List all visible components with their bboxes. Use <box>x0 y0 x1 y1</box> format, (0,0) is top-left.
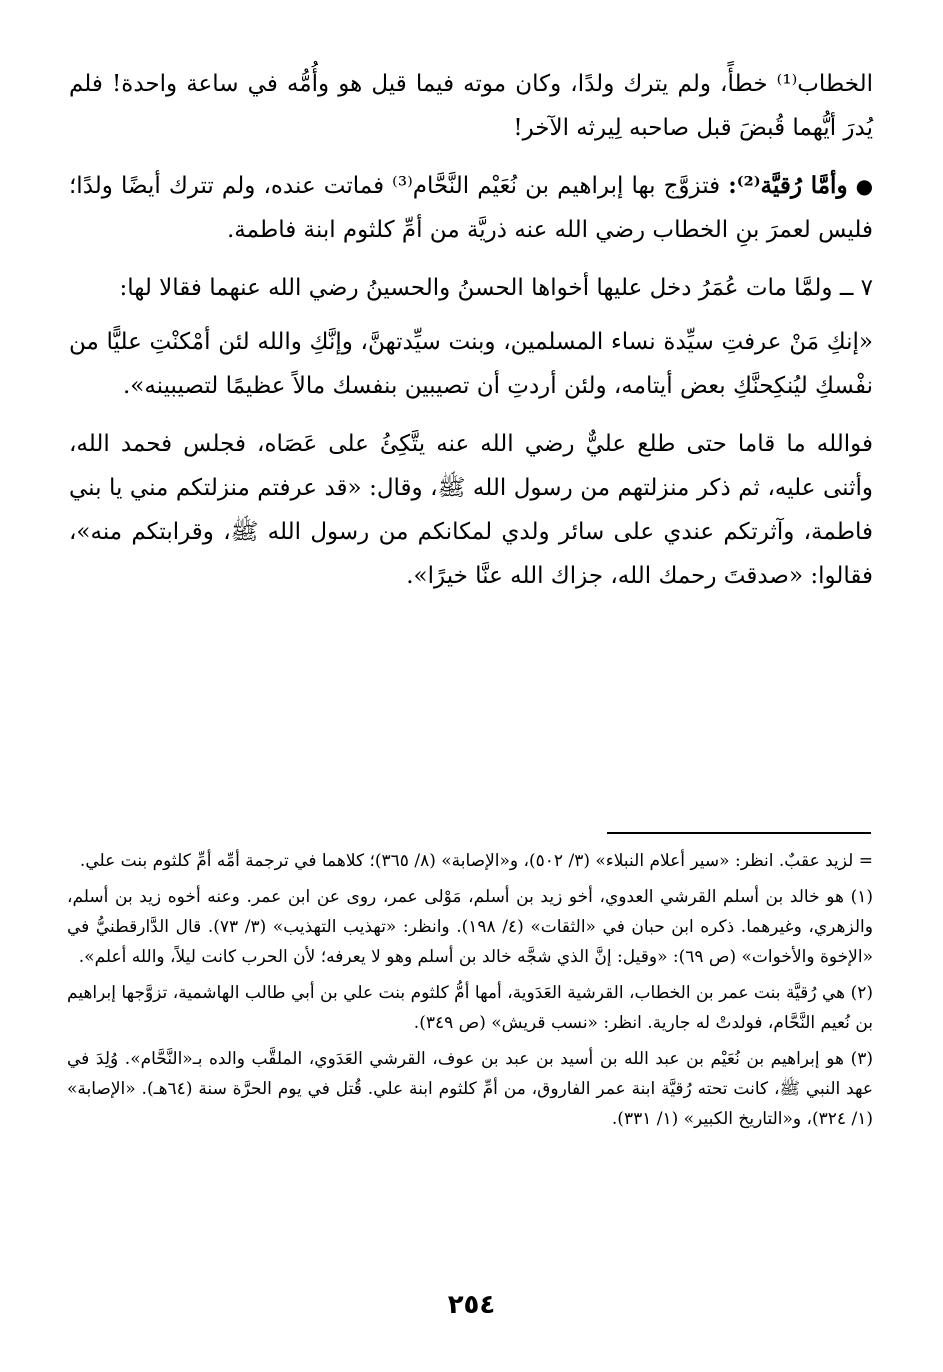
footnote-2: (٢) هي رُقيَّة بنت عمر بن الخطاب، القرشية العَدَوية، أمها أمُّ كلثوم بنت علي بن أبي طالب الهاشمية، تزوَّجها إبراهيم بن نُعيم النَّحَّام، فولدتْ له جارية. انظر: «نسب قريش» (ص ٣٤٩). <box>67 983 873 1033</box>
paragraph-4-quote: «إنكِ مَنْ عرفتِ سيِّدة نساء المسلمين، وبنت سيِّدتهنَّ، وإنَّكِ والله لئن أمْكنْتِ عليًّا من نفْسكِ ليُنكِحنَّكِ بعض أيتامه، ولئن أردتِ أن تصيبين بنفسك مالاً عظيمًا لتصيبينه». <box>69 329 873 399</box>
main-text <box>69 62 873 612</box>
bullet-icon: ● <box>855 174 874 198</box>
page-number: ٢٥٤ <box>447 1290 496 1320</box>
paragraph-2-text: فتزوَّج بها إبراهيم بن نُعَيْم النَّحَّام⁽³⁾ فماتت عنده، ولم تترك أيضًا ولدًا؛ فليس لعمرَ بنِ الخطاب رضي الله عنه ذريَّة من أمِّ كلثوم ابنة فاطمة. <box>69 173 873 243</box>
footnote-1: (١) هو خالد بن أسلم القرشي العدوي، أخو زيد بن أسلم، مَوْلى عمر، روى عن ابن عمر. وعنه أخوه زيد بن أسلم، والزهري، وغيرهما. ذكره ابن حبان في «الثقات» (٤/ ١٩٨). وانظر: «تهذيب التهذيب» (٣/ ٧٣). قال الدَّارقطنيُّ في «الإخوة والأخوات» (ص ٦٩): «وقيل: إنَّ الذي شجَّه خالد بن أسلم وهو لا يعرفه؛ لأن الحرب كانت ليلاً، والله أعلم». <box>67 887 873 967</box>
footnote-divider <box>607 832 871 834</box>
paragraph-5: فوالله ما قاما حتى طلع عليٌّ رضي الله عنه يتَّكِئُ على عَصَاه، فجلس فحمد الله، وأثنى عليه، ثم ذكر منزلتهم من رسول الله ﷺ، وقال: «قد عرفتم منزلتكم مني يا بني فاطمة، وآثرتكم عندي على سائر ولدي لمكانكم من رسول الله ﷺ، وقرابتكم منه»، فقالوا: «صدقتَ رحمك الله، جزاك الله عنَّا خيرًا». <box>69 431 873 589</box>
bullet-lead: وأمَّا رُقيَّة⁽²⁾: <box>728 172 848 199</box>
footnote-continuation: = لزيد عقبٌ. انظر: «سير أعلام النبلاء» (٣/ ٥٠٢)، و«الإصابة» (٨/ ٣٦٥)؛ كلاهما في ترجمة أمِّه أمِّ كلثوم بنت علي. <box>79 851 873 871</box>
paragraph-1: الخطاب⁽¹⁾ خطأً، ولم يترك ولدًا، وكان موته فيما قيل هو وأُمُّه في ساعة واحدة! فلم يُدرَ أيُّهما قُبضَ قبل صاحبه لِيرثه الآخر! <box>69 71 873 141</box>
paragraph-3: ٧ ــ ولمَّا مات عُمَرُ دخل عليها أخواها الحسنُ والحسينُ رضي الله عنهما فقالا لها: <box>119 275 873 301</box>
paragraph-2 <box>69 164 873 252</box>
footnotes <box>67 846 873 1140</box>
footnote-3: (٣) هو إبراهيم بن نُعَيْم بن عبد الله بن أسيد بن عبد بن عوف، القرشي العَدَوي، الملقَّب والده بـ«النَّحَّام». وُلِدَ في عهد النبي ﷺ، كانت تحته رُقيَّة ابنة عمر الفاروق، من أمِّ كلثوم ابنة علي. قُتل في يوم الحرَّة سنة (٦٤هـ). «الإصابة» (١/ ٣٢٤)، و«التاريخ الكبير» (١/ ٣٣١). <box>67 1049 873 1129</box>
